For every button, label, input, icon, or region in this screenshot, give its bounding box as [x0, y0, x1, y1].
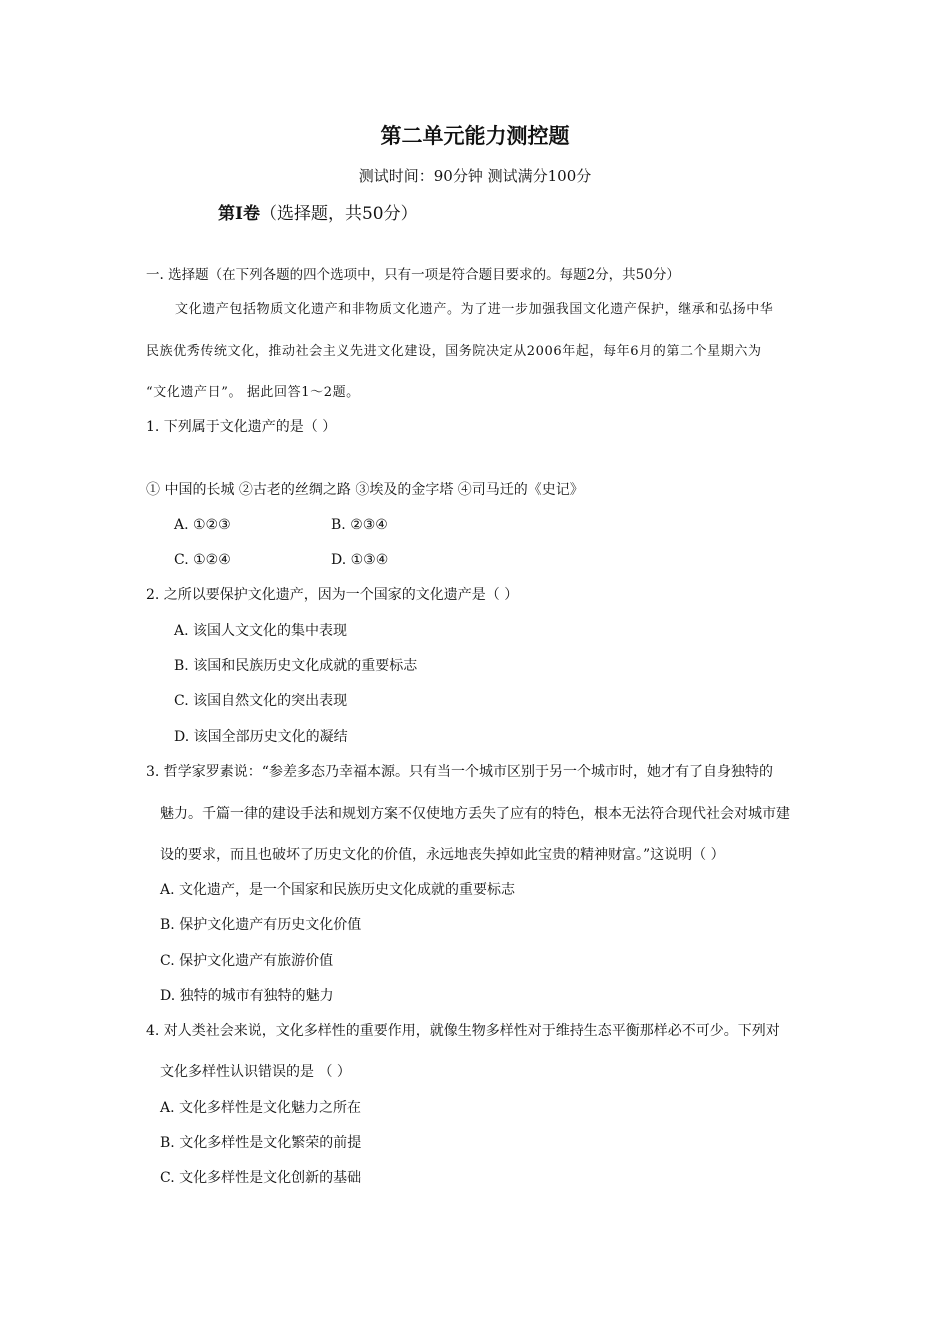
option-c: C. 该国自然文化的突出表现 [174, 693, 348, 709]
option-b: B. 该国和民族历史文化成就的重要标志 [174, 658, 418, 674]
option-b: B. 文化多样性是文化繁荣的前提 [160, 1135, 362, 1151]
option-b: B. ②③④ [331, 517, 388, 533]
option-b: B. 保护文化遗产有历史文化价值 [160, 917, 362, 933]
question-1-stem: 1. 下列属于文化遗产的是（ ） [146, 419, 337, 435]
option-c: C. ①②④ [174, 552, 231, 568]
passage-line: 民族优秀传统文化，推动社会主义先进文化建设，国务院决定从2006年起，每年6月的第二个星期六为 [146, 344, 762, 359]
option-a: A. ①②③ [174, 517, 231, 533]
passage-line: “文化遗产日”。 据此回答1～2题。 [146, 385, 360, 400]
page-title: 第二单元能力测控题 [380, 123, 570, 148]
passage-line: 文化遗产包括物质文化遗产和非物质文化遗产。为了进一步加强我国文化遗产保护，继承和弘扬中华 [175, 302, 774, 317]
instruction-text: 一. 选择题（在下列各题的四个选项中，只有一项是符合题目要求的。每题2分，共50分） [146, 267, 680, 283]
test-info: 测试时间：90分钟 测试满分100分 [358, 167, 592, 185]
question-2-stem: 2. 之所以要保护文化遗产，因为一个国家的文化遗产是（ ） [146, 587, 519, 603]
question-4-stem: 4. 对人类社会来说，文化多样性的重要作用，就像生物多样性对于维持生态平衡那样必不可少。下列对 [146, 1023, 780, 1039]
option-a: A. 该国人文文化的集中表现 [174, 623, 348, 639]
option-a: A. 文化多样性是文化魅力之所在 [160, 1100, 362, 1116]
option-a: A. 文化遗产，是一个国家和民族历史文化成就的重要标志 [160, 882, 516, 898]
question-3-stem: 魅力。千篇一律的建设手法和规划方案不仅使地方丢失了应有的特色，根本无法符合现代社会对城市建 [160, 806, 790, 822]
question-3-stem: 3. 哲学家罗素说：“参差多态乃幸福本源。只有当一个城市区别于另一个城市时，她才有了自身独特的 [146, 764, 773, 780]
question-3-stem: 设的要求，而且也破坏了历史文化的价值，永远地丧失掉如此宝贵的精神财富。”这说明（ ） [160, 847, 725, 863]
option-d: D. 该国全部历史文化的凝结 [174, 729, 348, 745]
option-c: C. 文化多样性是文化创新的基础 [160, 1170, 362, 1186]
question-4-stem: 文化多样性认识错误的是 （ ） [160, 1064, 351, 1080]
section-heading-bold: 第Ⅰ卷 [218, 204, 260, 224]
option-d: D. 独特的城市有独特的魅力 [160, 988, 334, 1004]
option-d: D. ①③④ [331, 552, 389, 568]
option-c: C. 保护文化遗产有旅游价值 [160, 953, 334, 969]
section-heading-rest: （选择题，共50分） [259, 204, 418, 224]
section-heading [218, 202, 418, 226]
question-1-items: ① 中国的长城 ②古老的丝绸之路 ③埃及的金字塔 ④司马迁的《史记》 [146, 482, 584, 498]
